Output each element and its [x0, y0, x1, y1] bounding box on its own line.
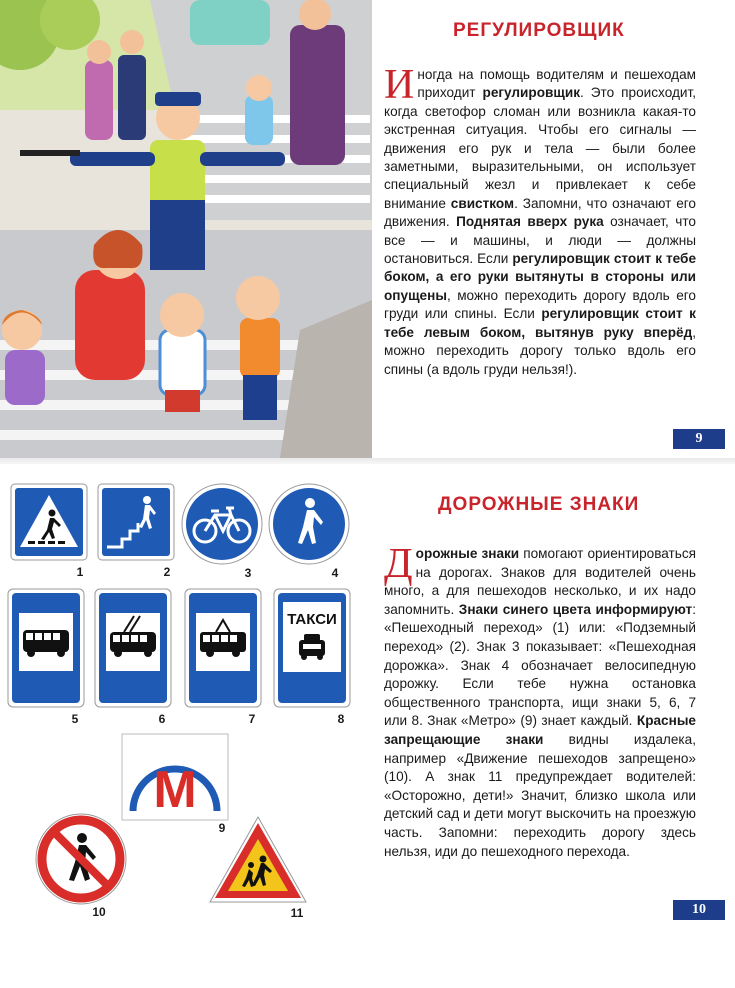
sign-number: 3 — [244, 566, 252, 580]
text-run-bold: Знаки синего цвета информируют — [458, 601, 693, 617]
body-text — [384, 541, 696, 861]
text-run-bold: Красные запрещающие знаки — [384, 713, 696, 747]
text-run: помогают ориентироваться на дорогах. Знаков для водителей очень много, а для пешеходов несколько, и их надо запомнить. — [384, 546, 696, 617]
page-divider — [0, 458, 735, 464]
no-pedestrians-sign-icon — [34, 812, 128, 906]
sign-number: 8 — [337, 712, 345, 726]
taxi-stand-sign-icon — [273, 588, 351, 708]
text-run: : «Пешеходный переход» (1) или: «Подземный переход» (2). Знак 3 показывает: «Пешеходная дорожка». Знак 4 обозначает велосипедную дорожку. Если тебе нужна остановка общественного транспорта, ищи знаки 5, 6, 7 или 8. Знак «Метро» (9) знает каждый. — [384, 601, 696, 729]
tram-stop-sign-icon — [184, 588, 262, 708]
sign-number: 11 — [290, 906, 304, 920]
page-9 — [0, 0, 735, 458]
text-run-bold: регулировщик стоит к тебе левым боком, вытянув руку вперёд — [384, 306, 696, 340]
page-number: 9 — [673, 429, 725, 449]
sign-number: 10 — [92, 905, 106, 919]
pedestrian-crossing-sign-icon — [10, 483, 88, 561]
text-run: . Запомни, что означают его движения. — [384, 195, 696, 230]
page-number: 10 — [673, 900, 725, 920]
text-run-bold: Поднятая вверх рука — [456, 214, 604, 230]
sign-number: 7 — [248, 712, 256, 726]
text-run: , можно переходить дорогу только вдоль его спины (а вдоль груди нельзя!). — [384, 324, 696, 377]
text-run: видны издалека, например «Движение пешеходов запрещено» (10). А знак 11 предупреждает водителей: «Осторожно, дети!» Значит, близко школа или детский сад и дети могут выскочить на проезжую часть. Запомни: переходить дорогу здесь нельзя, иди до пешеходного перехода. — [384, 731, 696, 859]
sign-number: 6 — [158, 712, 166, 726]
sign-number: 4 — [331, 566, 339, 580]
text-run: . Это происходит, когда светофор сломан или возникла какая-то экстренная ситуация. Чтобы его сигналы — движения его рук и тела — были более заметными, выразительными, он использует специальный жезл и привлекает к себе внимание — [384, 85, 696, 211]
section-title: ДОРОЖНЫЕ ЗНАКИ — [438, 494, 640, 515]
text-run-bold: регулировщик стоит к тебе боком, а его руки вытянуты в стороны или опущены — [384, 251, 697, 303]
text-run: ногда на помощь водителям и пешеходам приходит — [417, 67, 696, 101]
metro-sign-icon — [121, 733, 229, 821]
sign-number: 5 — [71, 712, 79, 726]
bus-stop-sign-icon — [7, 588, 85, 708]
bicycle-path-sign-icon — [181, 483, 263, 565]
drop-cap: Д — [384, 541, 413, 587]
text-run: означает, что все — и машины, и люди — должны остановиться. Если — [384, 214, 696, 267]
page-title: РЕГУЛИРОВЩИК — [453, 20, 625, 41]
body-text — [384, 62, 697, 379]
taxi-label: ТАКСИ — [287, 611, 337, 628]
pedestrian-path-sign-icon — [268, 483, 350, 565]
text-run-bold: свистком — [450, 195, 515, 211]
traffic-controller-illustration — [0, 0, 372, 458]
metro-letter: М — [153, 761, 197, 819]
drop-cap: И — [384, 62, 415, 108]
children-warning-sign-icon — [208, 815, 308, 905]
sign-number: 2 — [163, 565, 171, 579]
underground-crossing-sign-icon — [97, 483, 175, 561]
sign-number: 9 — [218, 821, 226, 835]
trolleybus-stop-sign-icon — [94, 588, 172, 708]
text-run: , можно переходить дорогу вдоль его груди или спины. Если — [384, 287, 696, 322]
text-run-bold: орожные знаки — [415, 546, 520, 561]
text-run-bold: регулировщик — [482, 85, 581, 101]
sign-number: 1 — [76, 565, 84, 579]
